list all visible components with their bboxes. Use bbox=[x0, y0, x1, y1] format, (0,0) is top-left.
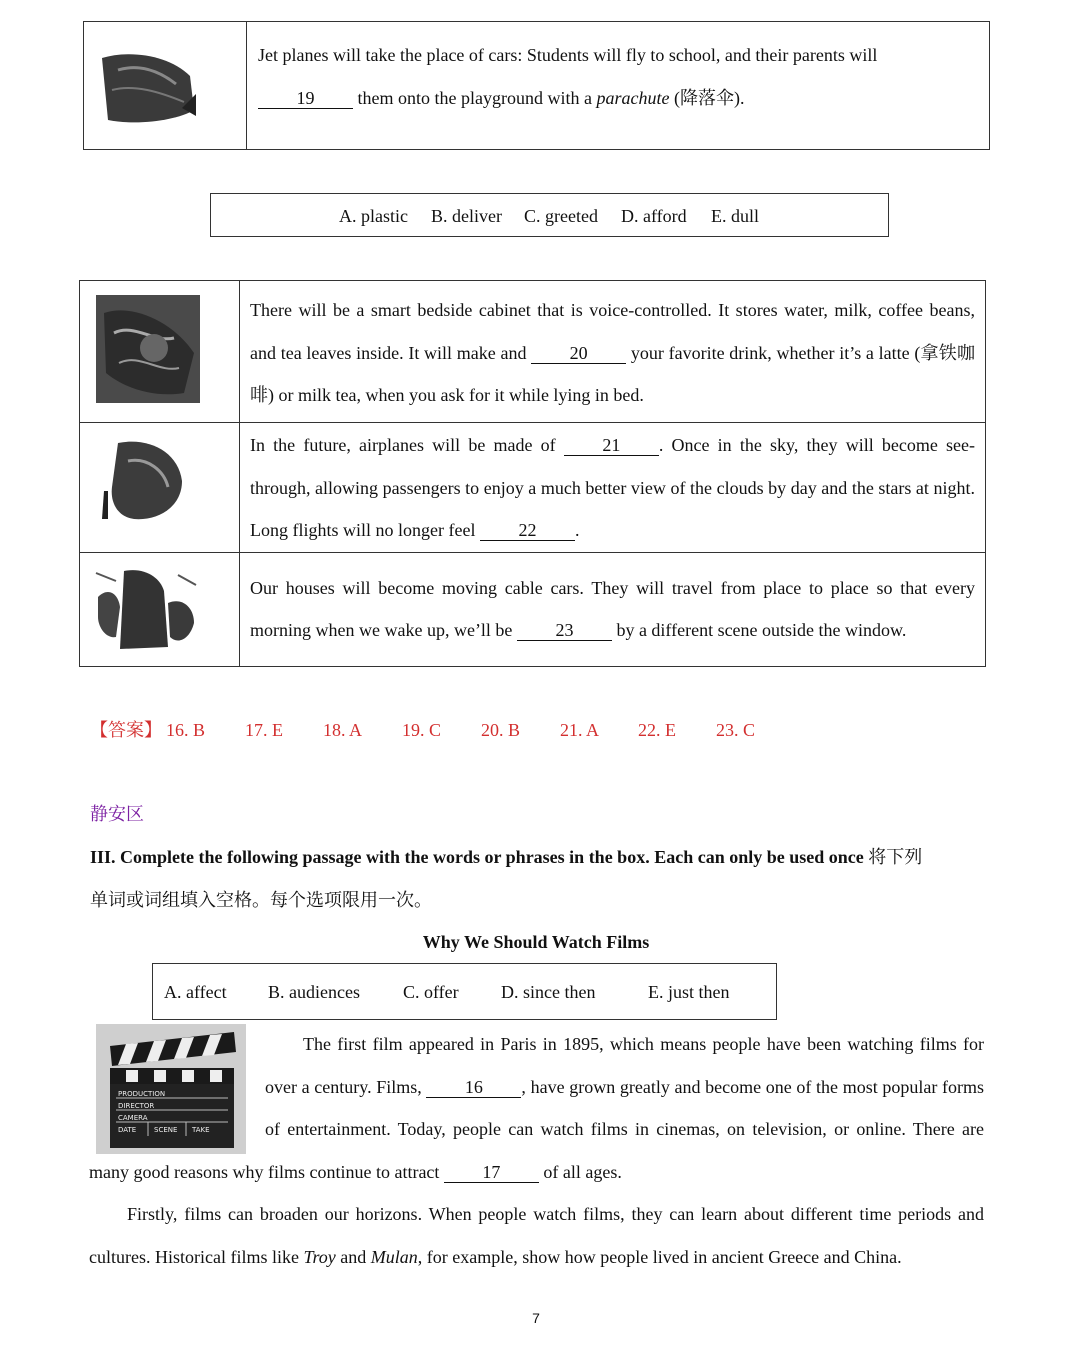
clapper-label: PRODUCTION bbox=[118, 1090, 166, 1098]
text-cell bbox=[247, 22, 990, 150]
option-a: A. plastic bbox=[339, 206, 408, 226]
film-title: Mulan bbox=[370, 1246, 418, 1267]
blank-17[interactable]: 17 bbox=[444, 1162, 539, 1183]
passage-text: The first film appeared in Paris in 1895, which means people have been watching films for over a century. Films, bbox=[265, 1034, 984, 1097]
row-text: Jet planes will take the place of cars: Students will fly to school, and their parents will bbox=[258, 45, 878, 65]
heading-cn: 将下列 bbox=[868, 847, 923, 867]
passage-paragraph-1 bbox=[89, 1023, 984, 1193]
heading-cn: 单词或词组填入空格。每个选项限用一次。 bbox=[90, 889, 432, 910]
option-c: C. offer bbox=[403, 982, 459, 1002]
airplane-illustration-icon bbox=[98, 437, 184, 523]
image-cell bbox=[80, 552, 240, 666]
option-d: D. afford bbox=[621, 206, 687, 226]
passage-title: Why We Should Watch Films bbox=[422, 932, 650, 952]
blank-20[interactable]: 20 bbox=[531, 343, 626, 364]
clapper-label: TAKE bbox=[192, 1126, 210, 1134]
row-text: Our houses will become moving cable cars. They will travel from place to place so that every morning when we wake up, we’ll be bbox=[250, 577, 975, 640]
passage-paragraph-2 bbox=[89, 1193, 984, 1278]
passage-text: , for example, show how people lived in ancient Greece and China. bbox=[417, 1246, 902, 1267]
passage-text: , have grown greatly and become one of the most popular forms of entertainment. Today, people can watch films in cinemas, on television, or online. There are many good reasons why films continue to attract bbox=[89, 1076, 984, 1182]
passage-text: of all ages. bbox=[538, 1161, 622, 1182]
row-text: There will be a smart bedside cabinet that is voice-controlled. It stores water, milk, coffee beans, and tea leaves inside. It will make and bbox=[250, 300, 975, 363]
text-cell bbox=[240, 281, 986, 423]
italic-word: parachute bbox=[596, 87, 670, 108]
option-e: E. dull bbox=[711, 206, 759, 226]
future-table bbox=[79, 280, 986, 667]
option-e: E. just then bbox=[648, 982, 730, 1002]
option-b: B. audiences bbox=[268, 982, 360, 1002]
answer-item: 16. B bbox=[166, 720, 206, 740]
answer-line bbox=[90, 718, 162, 742]
row-text: . Once in the sky, they will become see-through, allowing passengers to enjoy a much better view of the clouds by day and the stars at night. Long flights will no longer feel bbox=[250, 435, 975, 540]
jet-illustration-icon bbox=[98, 50, 198, 128]
house-illustration-icon bbox=[94, 567, 198, 653]
row-text: In the future, airplanes will be made of bbox=[250, 435, 564, 455]
clapper-label: DATE bbox=[118, 1126, 137, 1134]
row-text: by a different scene outside the window. bbox=[611, 620, 907, 640]
blank-19[interactable]: 19 bbox=[258, 88, 353, 109]
text-cell bbox=[240, 423, 986, 553]
heading-en: III. Complete the following passage with the words or phrases in the box. Each can only be used once bbox=[90, 847, 869, 867]
bedside-illustration-icon bbox=[94, 293, 202, 405]
answer-item: 19. C bbox=[402, 720, 442, 740]
answer-item: 23. C bbox=[716, 720, 756, 740]
text-cell bbox=[240, 552, 986, 666]
clapper-label: CAMERA bbox=[118, 1114, 148, 1122]
section-heading bbox=[90, 836, 985, 921]
answer-item: 21. A bbox=[560, 720, 600, 740]
option-d: D. since then bbox=[501, 982, 596, 1002]
row-text: (降落伞). bbox=[669, 87, 745, 108]
blank-23[interactable]: 23 bbox=[517, 620, 612, 641]
district-label: 静安区 bbox=[90, 804, 144, 824]
top-row-table bbox=[83, 21, 990, 150]
word-box-1 bbox=[210, 193, 889, 237]
clapper-label: DIRECTOR bbox=[118, 1102, 155, 1110]
blank-22[interactable]: 22 bbox=[480, 520, 575, 541]
film-title: Troy bbox=[303, 1246, 336, 1267]
blank-21[interactable]: 21 bbox=[564, 435, 659, 456]
row-text: them onto the playground with a bbox=[353, 87, 597, 108]
answer-label: 【答案】 bbox=[90, 720, 162, 740]
passage-text: and bbox=[335, 1246, 371, 1267]
image-cell bbox=[84, 22, 247, 150]
option-c: C. greeted bbox=[524, 206, 598, 226]
answer-item: 17. E bbox=[245, 720, 283, 740]
option-a: A. affect bbox=[164, 982, 227, 1002]
image-cell bbox=[80, 423, 240, 553]
image-spacer bbox=[89, 1023, 265, 1150]
answer-item: 20. B bbox=[481, 720, 521, 740]
row-text: your favorite drink, whether it’s a latte (拿铁咖啡) or milk tea, when you ask for it while lying in bed. bbox=[250, 342, 975, 405]
passage-text: Firstly, films can broaden our horizons. When people watch films, they can learn about different time periods and cultures. Historical films like bbox=[89, 1204, 984, 1267]
clapper-label: SCENE bbox=[154, 1126, 178, 1134]
answer-item: 18. A bbox=[323, 720, 363, 740]
image-cell bbox=[80, 281, 240, 423]
row-text: . bbox=[574, 520, 580, 540]
option-b: B. deliver bbox=[431, 206, 502, 226]
blank-16[interactable]: 16 bbox=[426, 1077, 521, 1098]
page-number: 7 bbox=[532, 1310, 540, 1326]
answer-item: 22. E bbox=[638, 720, 676, 740]
word-box-2 bbox=[152, 963, 777, 1020]
